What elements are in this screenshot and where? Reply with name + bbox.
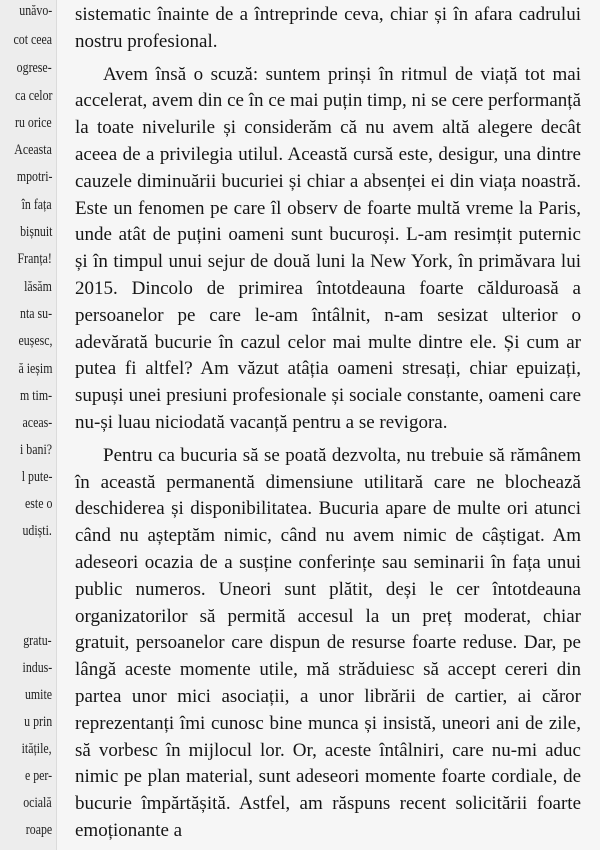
side-fragment: ca celor [14, 88, 52, 104]
side-fragment: ogrese- [17, 60, 52, 76]
side-fragment: l pute- [21, 469, 52, 485]
paragraph-joy-development: Pentru ca bucuria să se poată dezvolta, nu trebuie să rămânem în această permanentă dimensiune utilitară care ne blochează deschiderea și disponibilitatea. Bucuria apare de multe ori atunci când nu așteptăm nimic, când nu avem nimic de câștigat. Am adeseori ocazia de a susține conferințe sau seminarii în fața unui public numeros. Uneori sunt plătit, deși le cer întotdeauna organizatorilor să permită accesul la un preț moderat, chiar gratuit, persoanelor care dispun de resurse foarte reduse. Dar, pe lângă aceste momente utile, mă străduiesc să accept cereri din partea unor mici asociații, a unor librării de cartier, ai căror reprezentanți îmi cunosc bine munca și insistă, uneori ani de zile, să vorbesc în mijlocul lor. Or, aceste întâlniri, care nu-mi aduc nimic pe plan material, sunt adeseori momente foarte cordiale, de bucurie împărtășită. Astfel, am răspuns recent solicitării foarte emoționante a [75, 444, 581, 841]
side-fragment: ă ieșim [17, 361, 52, 377]
side-fragment: lăsăm [24, 279, 52, 295]
side-fragment: indus- [22, 660, 52, 676]
side-fragment: în fața [21, 197, 52, 213]
side-fragment: i bani? [19, 442, 52, 458]
side-fragment: cot ceea [13, 32, 52, 48]
side-fragment: umite [24, 687, 52, 703]
side-fragment: m tim- [19, 388, 52, 404]
side-fragment: nta su- [19, 306, 52, 322]
side-fragment: ocială [23, 795, 52, 811]
side-fragment: eușesc, [17, 333, 52, 349]
paragraph-excuse: Avem însă o scuză: suntem prinși în ritmul de viață tot mai accelerat, avem din ce în ce mai puțin timp, ni se cere performanță la toate nivelurile și considerăm că nu avem altă alegere decât aceea de a privilegia utilul. Această cursă este, desigur, una dintre cauzele diminuării bucuriei și chiar a absenței ei din viața noastră. Este un fenomen pe care îl observ de foarte multă vreme la Paris, unde atât de puțini oameni sunt bucuroși. L-am resimțit puternic și în timpul unui sejur de două luni la New York, în primăvara lui 2015. Dincolo de primirea întotdeauna foarte călduroasă a persoanelor pe care le-am întâlnit, n-am sesizat ulterior o adevărată bucurie în cazul celor mai multe dintre ele. Și cum ar putea fi altfel? Am văzut atâția oameni stresați, chiar epuizați, supuși unei presiuni profesionale și sociale constante, oameni care nu-și luau niciodată vacanță pentru a se revigora. [75, 63, 581, 433]
side-fragment: bișnuit [19, 224, 52, 240]
side-fragment: este o [24, 496, 52, 512]
side-fragment: aceas- [22, 415, 52, 431]
paragraph-continuation: sistematic înainte de a întreprinde ceva, chiar și în afara cadrului nostru profesional. [75, 4, 581, 52]
side-fragment: e per- [24, 768, 52, 784]
side-fragment: mpotri- [16, 169, 52, 185]
side-fragment: gratu- [23, 633, 52, 649]
side-fragment: itățile, [21, 741, 52, 757]
side-fragment: Aceasta [14, 142, 52, 158]
side-fragment: unăvo- [18, 3, 52, 19]
side-fragment: ru orice [15, 115, 52, 131]
body-text [75, 2, 581, 845]
side-fragment: roape [25, 822, 52, 838]
side-fragment: udiști. [22, 523, 52, 539]
side-fragment: u prin [23, 714, 52, 730]
adjacent-page-margin [0, 0, 57, 850]
side-fragment: Franța! [17, 251, 52, 267]
